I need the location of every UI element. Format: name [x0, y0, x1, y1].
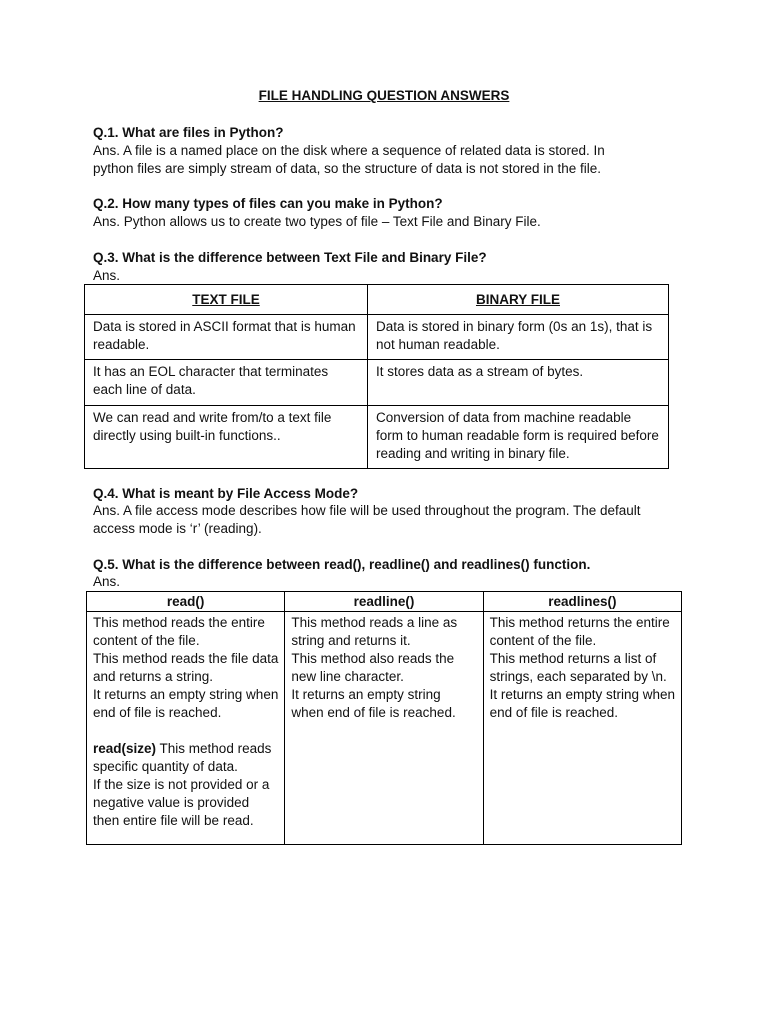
- read-size-paragraph: [93, 740, 278, 776]
- table-row: [85, 406, 669, 469]
- readline-line: This method reads a line as string and returns it.: [291, 615, 458, 648]
- answer-5-label: Ans.: [93, 574, 121, 589]
- question-1: Q.1. What are files in Python?: [93, 125, 284, 140]
- question-2: Q.2. How many types of files can you make in Python?: [93, 196, 443, 211]
- table-cell: Conversion of data from machine readable form to human readable form is required before reading and writing in binary file.: [368, 406, 669, 469]
- readlines-line: This method returns a list of strings, each separated by \n.: [489, 651, 667, 684]
- read-size-keyword: read(size): [93, 741, 157, 756]
- header-readline: readline(): [285, 592, 483, 612]
- table-header-row: [87, 592, 682, 612]
- table-row: [85, 360, 669, 406]
- answer-4-line-1: Ans. A file access mode describes how file will be used throughout the program. The default: [93, 503, 641, 518]
- read-size-note: If the size is not provided or a negative value is provided then entire file will be read.: [93, 777, 270, 828]
- table-row: [85, 315, 669, 360]
- table-header-row: [85, 285, 669, 315]
- answer-4-line-2: access mode is ‘r’ (reading).: [93, 521, 262, 536]
- read-size-text: This method reads specific quantity of data.: [93, 741, 272, 774]
- readlines-line: This method returns the entire content of the file.: [489, 615, 670, 648]
- read-line: It returns an empty string when end of file is reached.: [93, 687, 279, 720]
- read-line: This method reads the entire content of the file.: [93, 615, 265, 648]
- readline-line: This method also reads the new line character.: [291, 651, 455, 684]
- table-cell: Data is stored in binary form (0s an 1s), that is not human readable.: [368, 315, 669, 360]
- spacer: [93, 722, 278, 740]
- question-3: Q.3. What is the difference between Text File and Binary File?: [93, 250, 487, 265]
- read-line: This method reads the file data and returns a string.: [93, 651, 279, 684]
- table-cell: Data is stored in ASCII format that is human readable.: [85, 315, 368, 360]
- answer-1-line-2: python files are simply stream of data, so the structure of data is not stored in the file.: [93, 161, 602, 176]
- text-vs-binary-table: [84, 284, 669, 469]
- header-read: read(): [87, 592, 285, 612]
- header-readlines: readlines(): [483, 592, 681, 612]
- read-description-cell: [87, 612, 285, 845]
- table-row: [87, 612, 682, 845]
- readline-description-cell: [285, 612, 483, 845]
- table-cell: It stores data as a stream of bytes.: [368, 360, 669, 406]
- question-5: Q.5. What is the difference between read(), readline() and readlines() function.: [93, 557, 591, 572]
- header-binary-file: BINARY FILE: [368, 285, 669, 315]
- answer-3-label: Ans.: [93, 268, 121, 283]
- answer-1-line-1: Ans. A file is a named place on the disk where a sequence of related data is stored. In: [93, 143, 605, 158]
- table-cell: We can read and write from/to a text file directly using built-in functions..: [85, 406, 368, 469]
- readline-line: It returns an empty string when end of file is reached.: [291, 687, 456, 720]
- readlines-line: It returns an empty string when end of file is reached.: [489, 687, 675, 720]
- table-cell: It has an EOL character that terminates each line of data.: [85, 360, 368, 406]
- question-4: Q.4. What is meant by File Access Mode?: [93, 486, 359, 501]
- read-functions-table: [86, 591, 682, 845]
- header-text-file: TEXT FILE: [85, 285, 368, 315]
- answer-2: Ans. Python allows us to create two types of file – Text File and Binary File.: [93, 214, 541, 229]
- readlines-description-cell: [483, 612, 681, 845]
- page-title: FILE HANDLING QUESTION ANSWERS: [258, 88, 510, 103]
